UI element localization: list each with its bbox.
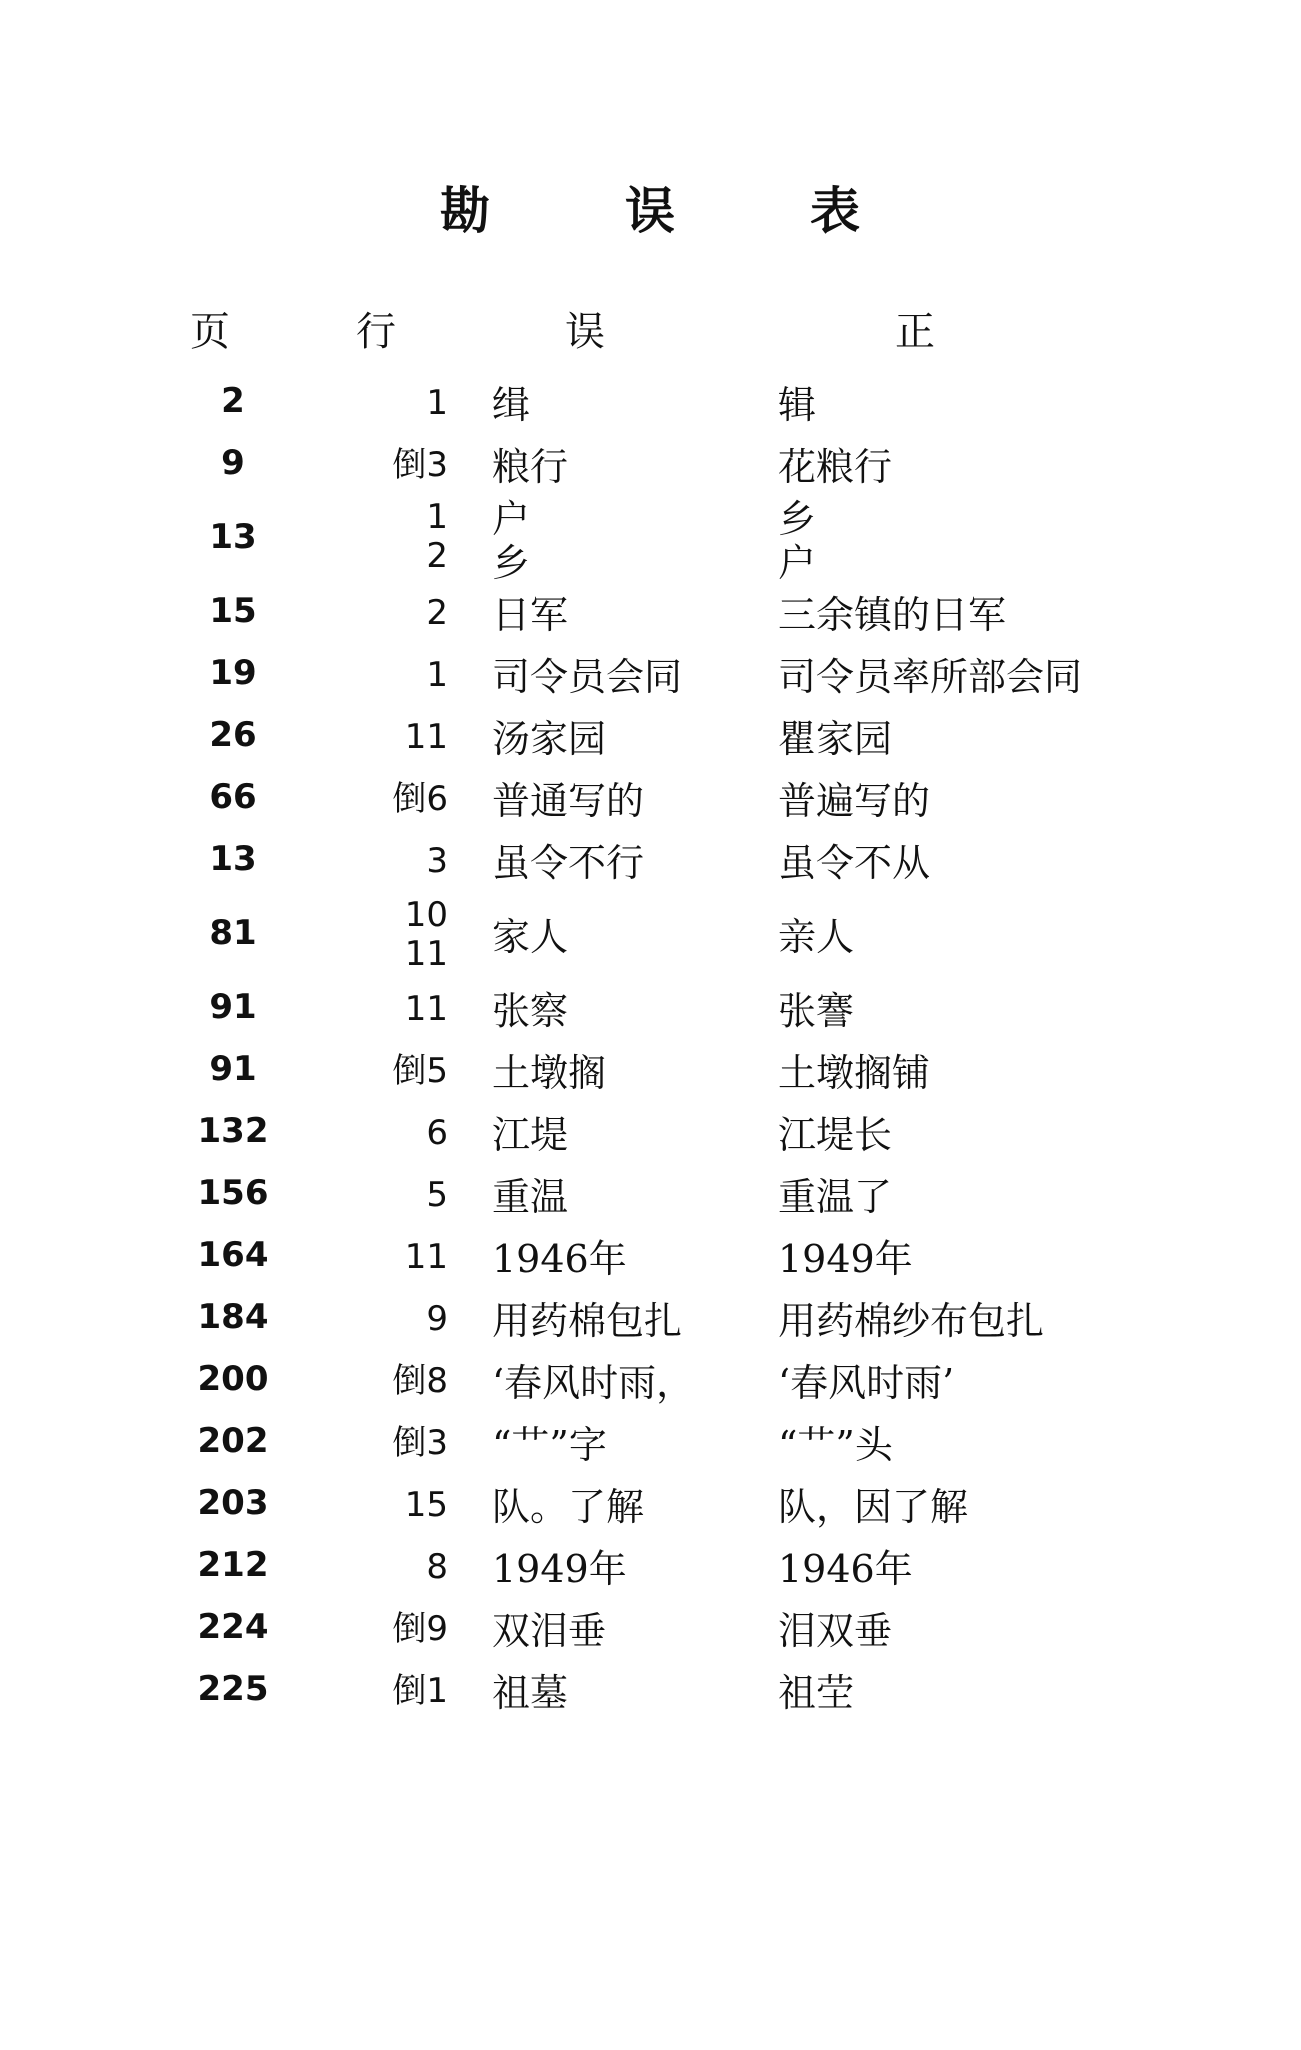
- cell-page: 13: [209, 517, 257, 557]
- cell-wrong: [492, 780, 772, 824]
- cell-page: 156: [197, 1173, 269, 1213]
- cell-page: 132: [197, 1111, 269, 1151]
- cell-wrong: [492, 1300, 772, 1344]
- header-page: 页: [190, 309, 230, 355]
- cell-line: [318, 1238, 448, 1277]
- cell-right-text: 1949年: [778, 1237, 913, 1281]
- cell-right-text: ‘春风时雨’: [778, 1361, 955, 1405]
- cell-wrong: [492, 446, 772, 490]
- cell-wrong-text: 缉: [492, 383, 531, 427]
- cell-page: 91: [209, 987, 257, 1027]
- cell-line-text: 倒1: [392, 1671, 448, 1711]
- table-row: [0, 1286, 1301, 1348]
- cell-right: [778, 1610, 1218, 1654]
- cell-right-text: 辑: [778, 383, 817, 427]
- cell-right-text: 1946年: [778, 1547, 913, 1591]
- cell-wrong-text: 张察: [492, 989, 569, 1033]
- cell-wrong: [492, 1548, 772, 1592]
- cell-line: [318, 1548, 448, 1587]
- cell-page: 26: [209, 715, 257, 755]
- cell-wrong-text: 乡: [492, 540, 531, 585]
- table-row: [0, 1162, 1301, 1224]
- cell-line-text: 倒3: [392, 445, 448, 485]
- cell-right-text: 土墩搁铺: [778, 1051, 931, 1095]
- cell-wrong: [492, 1610, 772, 1654]
- cell-line-text: 3: [426, 841, 448, 881]
- cell-right: [778, 498, 1218, 585]
- cell-wrong-text: 重温: [492, 1175, 569, 1219]
- cell-right: [778, 916, 1218, 960]
- cell-wrong: [492, 656, 772, 700]
- cell-right: [778, 1424, 1218, 1468]
- cell-right: [778, 1672, 1218, 1716]
- cell-right: [778, 780, 1218, 824]
- cell-page: 2: [221, 381, 245, 421]
- table-row: [0, 1534, 1301, 1596]
- table-row: [0, 1100, 1301, 1162]
- cell-line-text: 倒6: [392, 779, 448, 819]
- cell-wrong-text: ‘春风时雨，: [492, 1361, 695, 1405]
- cell-line-text: 1: [426, 497, 448, 537]
- table-row: [0, 1348, 1301, 1410]
- table-row: [0, 1596, 1301, 1658]
- cell-line: [318, 780, 448, 819]
- cell-line-text: 2: [426, 536, 448, 577]
- table-row: [0, 642, 1301, 704]
- cell-line-text: 倒9: [392, 1609, 448, 1649]
- header-line: 行: [356, 309, 396, 355]
- cell-line: [318, 498, 448, 576]
- cell-wrong-text: 汤家园: [492, 717, 607, 761]
- cell-wrong-text: 家人: [492, 915, 569, 959]
- cell-right: [778, 384, 1218, 428]
- cell-wrong: [492, 916, 772, 960]
- cell-page: 13: [209, 839, 257, 879]
- cell-line-text: 6: [426, 1113, 448, 1153]
- cell-right: [778, 990, 1218, 1034]
- cell-right: [778, 842, 1218, 886]
- cell-page: 225: [197, 1669, 269, 1709]
- cell-page: 91: [209, 1049, 257, 1089]
- cell-line-text: 1: [426, 655, 448, 695]
- cell-right: [778, 594, 1218, 638]
- cell-line: [318, 1672, 448, 1711]
- cell-line: [318, 842, 448, 881]
- cell-wrong-text: 1946年: [492, 1237, 627, 1281]
- table-row: [0, 1658, 1301, 1720]
- cell-line: [318, 1362, 448, 1401]
- cell-right-text: “艹”头: [778, 1423, 893, 1467]
- errata-table: [0, 300, 1301, 1720]
- cell-page: 200: [197, 1359, 269, 1399]
- cell-right: [778, 1300, 1218, 1344]
- cell-right: [778, 1486, 1218, 1530]
- cell-wrong: [492, 990, 772, 1034]
- cell-line-text: 1: [426, 383, 448, 423]
- cell-page: 19: [209, 653, 257, 693]
- cell-wrong-text: 祖墓: [492, 1671, 569, 1715]
- cell-right-text: 司令员率所部会同: [778, 655, 1083, 699]
- cell-wrong-text: 队。了解: [492, 1485, 645, 1529]
- cell-line-text: 11: [404, 1237, 448, 1277]
- cell-page: 202: [197, 1421, 269, 1461]
- cell-right: [778, 718, 1218, 762]
- cell-page: 203: [197, 1483, 269, 1523]
- cell-wrong-text: 日军: [492, 593, 569, 637]
- cell-right: [778, 656, 1218, 700]
- cell-line-text: 2: [426, 593, 448, 633]
- cell-right-text: 祖茔: [778, 1671, 855, 1715]
- table-row: [0, 1410, 1301, 1472]
- table-body: [0, 370, 1301, 1720]
- cell-line: [318, 718, 448, 757]
- cell-page: 66: [209, 777, 257, 817]
- cell-page: 15: [209, 591, 257, 631]
- cell-line: [318, 990, 448, 1029]
- table-row: [0, 976, 1301, 1038]
- cell-line: [318, 1486, 448, 1525]
- header-wrong: 误: [565, 309, 605, 355]
- cell-line: [318, 384, 448, 423]
- cell-wrong-text: 虽令不行: [492, 841, 645, 885]
- title-char: 勘: [440, 181, 490, 240]
- cell-wrong: [492, 1486, 772, 1530]
- cell-wrong-text: “艹”字: [492, 1423, 607, 1467]
- cell-wrong: [492, 594, 772, 638]
- table-row: [0, 580, 1301, 642]
- cell-wrong: [492, 1362, 772, 1406]
- cell-right: [778, 1052, 1218, 1096]
- table-row: [0, 890, 1301, 976]
- cell-page: 212: [197, 1545, 269, 1585]
- cell-line-text: 11: [404, 934, 448, 975]
- cell-line: [318, 1052, 448, 1091]
- cell-line-text: 10: [404, 895, 448, 935]
- cell-wrong: [492, 1114, 772, 1158]
- table-row: [0, 494, 1301, 585]
- cell-wrong-text: 粮行: [492, 445, 569, 489]
- cell-right-text: 张謇: [778, 989, 855, 1033]
- cell-page: 164: [197, 1235, 269, 1275]
- cell-right: [778, 1176, 1218, 1220]
- table-row: [0, 704, 1301, 766]
- cell-line: [318, 1610, 448, 1649]
- table-row: [0, 1224, 1301, 1286]
- cell-right-text: 乡: [778, 497, 817, 541]
- cell-right: [778, 1548, 1218, 1592]
- cell-line: [318, 896, 448, 974]
- cell-right-text: 亲人: [778, 915, 855, 959]
- title-char: 误: [625, 181, 675, 240]
- header-right: 正: [895, 309, 935, 355]
- cell-right-text: 队，因了解: [778, 1485, 969, 1529]
- cell-right-text: 普遍写的: [778, 779, 931, 823]
- cell-line-text: 8: [426, 1547, 448, 1587]
- cell-line: [318, 1300, 448, 1339]
- cell-right: [778, 1114, 1218, 1158]
- cell-wrong-text: 用药棉包扎: [492, 1299, 683, 1343]
- cell-page: 224: [197, 1607, 269, 1647]
- cell-wrong: [492, 1672, 772, 1716]
- cell-line-text: 9: [426, 1299, 448, 1339]
- cell-right-text: 用药棉纱布包扎: [778, 1299, 1045, 1343]
- cell-right-text: 三余镇的日军: [778, 593, 1007, 637]
- cell-line: [318, 656, 448, 695]
- page-title: [440, 181, 860, 240]
- table-row: [0, 432, 1301, 494]
- cell-right-text: 虽令不从: [778, 841, 931, 885]
- cell-wrong: [492, 498, 772, 585]
- cell-line-text: 5: [426, 1175, 448, 1215]
- cell-wrong: [492, 718, 772, 762]
- cell-line: [318, 1176, 448, 1215]
- cell-line-text: 11: [404, 989, 448, 1029]
- title-char: 表: [810, 181, 860, 240]
- cell-line: [318, 446, 448, 485]
- cell-right-text: 江堤长: [778, 1113, 893, 1157]
- cell-line-text: 11: [404, 717, 448, 757]
- cell-right: [778, 1238, 1218, 1282]
- table-row: [0, 766, 1301, 828]
- table-row: [0, 828, 1301, 890]
- cell-line: [318, 594, 448, 633]
- cell-page: 81: [209, 913, 257, 953]
- table-row: [0, 1472, 1301, 1534]
- table-row: [0, 1038, 1301, 1100]
- table-header-row: [0, 300, 1301, 370]
- cell-right-text: 泪双垂: [778, 1609, 893, 1653]
- cell-line-text: 15: [404, 1485, 448, 1525]
- cell-wrong: [492, 1176, 772, 1220]
- cell-wrong: [492, 384, 772, 428]
- cell-right: [778, 1362, 1218, 1406]
- cell-wrong-text: 1949年: [492, 1547, 627, 1591]
- cell-line: [318, 1424, 448, 1463]
- cell-line-text: 倒5: [392, 1051, 448, 1091]
- cell-page: 9: [221, 443, 245, 483]
- cell-wrong: [492, 842, 772, 886]
- cell-wrong-text: 双泪垂: [492, 1609, 607, 1653]
- cell-page: 184: [197, 1297, 269, 1337]
- cell-line: [318, 1114, 448, 1153]
- cell-right-text: 重温了: [778, 1175, 893, 1219]
- cell-wrong: [492, 1052, 772, 1096]
- cell-wrong-text: 司令员会同: [492, 655, 683, 699]
- cell-wrong-text: 江堤: [492, 1113, 569, 1157]
- cell-wrong: [492, 1424, 772, 1468]
- cell-right-text: 户: [778, 540, 817, 585]
- cell-line-text: 倒8: [392, 1361, 448, 1401]
- cell-right-text: 瞿家园: [778, 717, 893, 761]
- cell-right-text: 花粮行: [778, 445, 893, 489]
- cell-wrong-text: 户: [492, 497, 531, 541]
- cell-line-text: 倒3: [392, 1423, 448, 1463]
- cell-right: [778, 446, 1218, 490]
- cell-wrong: [492, 1238, 772, 1282]
- cell-wrong-text: 普通写的: [492, 779, 645, 823]
- table-row: [0, 370, 1301, 432]
- cell-wrong-text: 土墩搁: [492, 1051, 607, 1095]
